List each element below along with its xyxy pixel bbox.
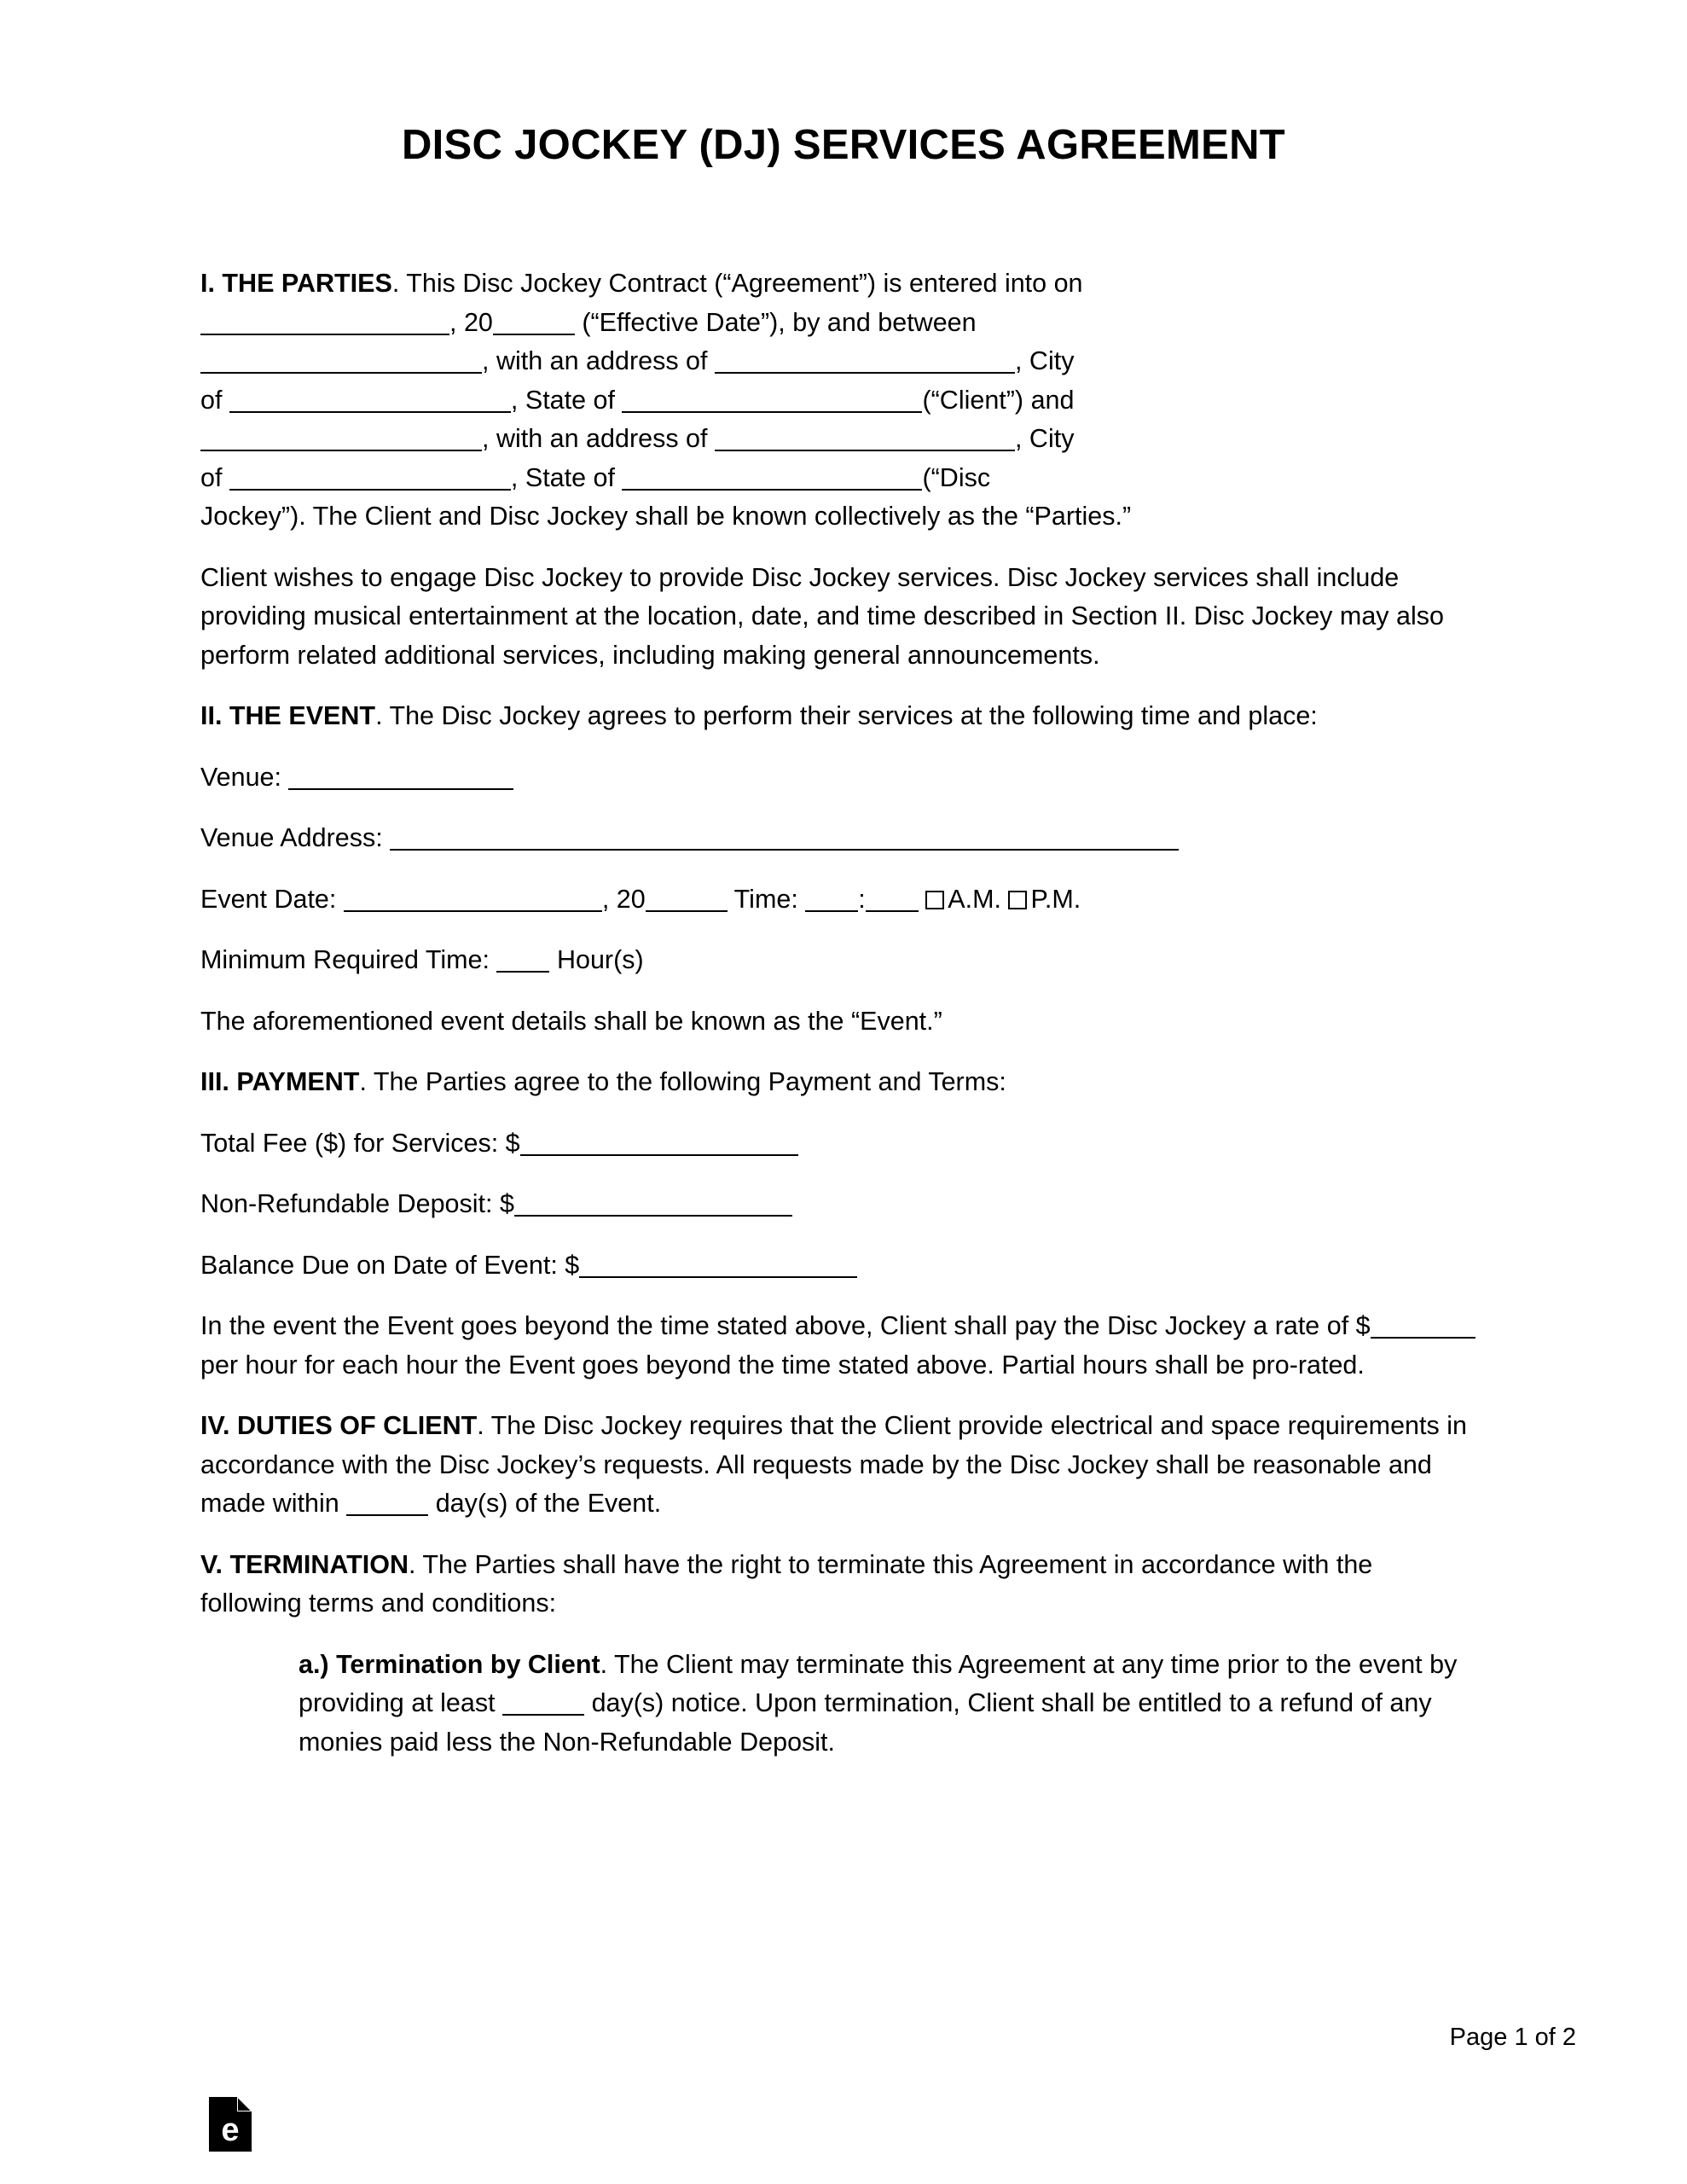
section-event-intro: . The Disc Jockey agrees to perform their services at the following time and place: xyxy=(375,701,1318,730)
termination-notice-days-blank[interactable] xyxy=(502,1697,584,1716)
client-address-blank[interactable] xyxy=(715,355,1015,374)
dj-state-blank[interactable] xyxy=(622,472,922,491)
parties-line2-tail: (“Effective Date”), by and between xyxy=(574,307,977,337)
section-payment xyxy=(200,1063,1476,1102)
overtime-paragraph xyxy=(200,1307,1476,1385)
parties-date-blank[interactable] xyxy=(200,317,449,335)
dj-label-tail: (“Disc xyxy=(922,462,991,492)
dj-city-tail: , City xyxy=(1014,424,1075,453)
parties-year-prefix: , 20 xyxy=(449,307,493,337)
dj-address-blank[interactable] xyxy=(715,433,1015,451)
section-event xyxy=(200,697,1476,736)
minimum-time-blank[interactable] xyxy=(496,954,549,973)
engagement-paragraph: Client wishes to engage Disc Jockey to provide Disc Jockey services. Disc Jockey services shall include providing musical entertainment at the location, date, and time described in Section II. Disc Jockey may also perform related additional services, including making general announcements. xyxy=(200,562,1444,670)
eforms-logo-letter: e xyxy=(221,2112,240,2148)
dj-state-lead: , State of xyxy=(510,462,615,492)
termination-item-a xyxy=(299,1646,1476,1763)
venue-label: Venue: xyxy=(200,762,281,792)
dj-city-blank[interactable] xyxy=(229,472,511,491)
page-number: Page 1 of 2 xyxy=(1449,2024,1576,2051)
balance-blank[interactable] xyxy=(579,1259,857,1278)
parties-line1: . This Disc Jockey Contract (“Agreement”) is entered into on xyxy=(391,269,1083,298)
event-date-year-prefix: , 20 xyxy=(601,884,646,914)
section-duties-heading: IV. DUTIES OF CLIENT xyxy=(200,1411,478,1440)
overtime-part2: per hour for each hour the Event goes beyond the time stated above. Partial hours shall be pro-rated. xyxy=(200,1350,1365,1380)
venue-address-label: Venue Address: xyxy=(200,823,383,852)
balance-label: Balance Due on Date of Event: $ xyxy=(200,1250,580,1280)
client-address-lead: , with an address of xyxy=(482,346,708,375)
client-city-lead: of xyxy=(200,385,223,415)
section-termination-heading: V. TERMINATION xyxy=(200,1549,409,1579)
section-parties-heading: I. THE PARTIES xyxy=(200,269,392,298)
am-checkbox[interactable] xyxy=(925,891,944,909)
pm-label: P.M. xyxy=(1030,884,1081,914)
venue-input-blank[interactable] xyxy=(288,771,513,790)
termination-item-a-heading: a.) Termination by Client xyxy=(299,1649,600,1679)
venue-address-row xyxy=(200,819,1476,858)
total-fee-row xyxy=(200,1124,1476,1164)
overtime-part1: In the event the Event goes beyond the time stated above, Client shall pay the Disc Jockey a rate of $ xyxy=(200,1311,1371,1340)
event-time-minute-blank[interactable] xyxy=(866,893,919,912)
client-city-blank[interactable] xyxy=(229,394,511,413)
venue-address-input-blank[interactable] xyxy=(390,832,1179,851)
deposit-label: Non-Refundable Deposit: $ xyxy=(200,1189,514,1218)
section-termination xyxy=(200,1546,1476,1623)
page-title: DISC JOCKEY (DJ) SERVICES AGREEMENT xyxy=(401,122,1286,168)
dj-city-lead: of xyxy=(200,462,223,492)
client-state-lead: , State of xyxy=(510,385,615,415)
event-date-label: Event Date: xyxy=(200,884,337,914)
event-date-blank[interactable] xyxy=(344,893,602,912)
section-event-heading: II. THE EVENT xyxy=(200,701,376,730)
parties-line7: Jockey”). The Client and Disc Jockey shall be known collectively as the “Parties.” xyxy=(200,502,1132,531)
document-page-icon xyxy=(209,2097,252,2152)
event-time-colon: : xyxy=(858,884,866,914)
balance-row xyxy=(200,1246,1476,1286)
section-payment-heading: III. PAYMENT xyxy=(200,1067,360,1096)
event-time-hour-blank[interactable] xyxy=(805,893,858,912)
total-fee-label: Total Fee ($) for Services: $ xyxy=(200,1128,520,1158)
event-definition: The aforementioned event details shall be known as the “Event.” xyxy=(200,1006,942,1036)
deposit-blank[interactable] xyxy=(514,1198,792,1217)
event-time-label: Time: xyxy=(733,884,798,914)
client-state-blank[interactable] xyxy=(622,394,922,413)
dj-address-lead: , with an address of xyxy=(482,424,708,453)
termination-item-a-part2: day(s) notice. Upon termination, Client shall be entitled to a refund of any monies paid less the Non-Refundable Deposit. xyxy=(299,1688,1432,1757)
client-city-tail: , City xyxy=(1014,346,1075,375)
section-duties xyxy=(200,1407,1476,1524)
parties-year-blank[interactable] xyxy=(493,317,575,335)
termination-intro: . The Parties shall have the right to terminate this Agreement in accordance with the following terms and conditions: xyxy=(200,1549,1373,1618)
duties-part1: . The Disc Jockey requires that the Client provide electrical and space requirements in accordance with the Disc Jockey’s requests. All requests made by the Disc Jockey shall be reasonable and made within xyxy=(200,1411,1467,1518)
dj-name-blank[interactable] xyxy=(200,433,482,451)
client-label-tail: (“Client”) and xyxy=(922,385,1075,415)
duties-days-blank[interactable] xyxy=(346,1497,428,1516)
duties-part2: day(s) of the Event. xyxy=(435,1489,662,1518)
section-payment-intro: . The Parties agree to the following Payment and Terms: xyxy=(359,1067,1006,1096)
am-label: A.M. xyxy=(948,884,1001,914)
total-fee-blank[interactable] xyxy=(520,1137,798,1156)
event-date-row xyxy=(200,880,1476,920)
termination-item-a-part1: . The Client may terminate this Agreement at any time prior to the event by providing at least xyxy=(299,1649,1458,1717)
client-name-blank[interactable] xyxy=(200,355,482,374)
pm-checkbox[interactable] xyxy=(1008,891,1027,909)
minimum-time-label: Minimum Required Time: xyxy=(200,945,490,974)
minimum-time-row xyxy=(200,941,1476,980)
eforms-logo xyxy=(209,2097,252,2152)
venue-row xyxy=(200,758,1476,798)
document-body xyxy=(200,264,1476,1784)
deposit-row xyxy=(200,1185,1476,1224)
minimum-time-unit: Hour(s) xyxy=(556,945,644,974)
event-year-blank[interactable] xyxy=(646,893,728,912)
overtime-rate-blank[interactable] xyxy=(1371,1320,1475,1339)
section-parties xyxy=(200,264,1476,537)
